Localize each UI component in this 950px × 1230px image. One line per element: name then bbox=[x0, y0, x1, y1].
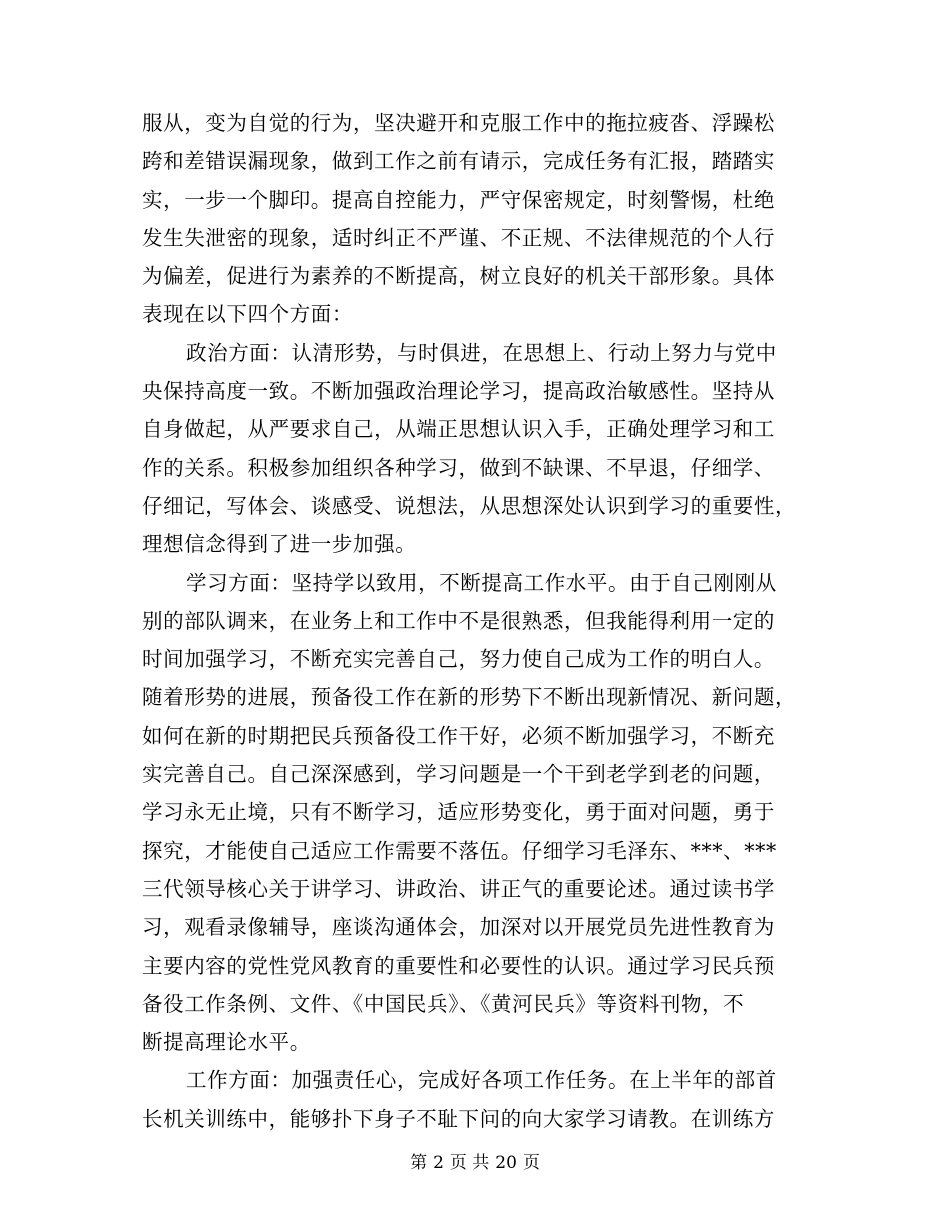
text-line: 理想信念得到了进一步加强。 bbox=[142, 532, 417, 557]
text-line: 服从，变为自觉的行为，坚决避开和克服工作中的拖拉疲沓、浮躁松 bbox=[142, 111, 775, 135]
text-line: 习，观看录像辅导，座谈沟通体会，加深对以开展党员先进性教育为 bbox=[142, 915, 775, 940]
text-line: 断提高理论水平。 bbox=[142, 1030, 311, 1055]
text-line: 表现在以下四个方面： bbox=[142, 302, 353, 327]
text-line: 主要内容的党性党风教育的重要性和必要性的认识。通过学习民兵预 bbox=[142, 953, 775, 978]
text-line: 为偏差，促进行为素养的不断提高，树立良好的机关干部形象。具体 bbox=[142, 264, 775, 289]
text-line: 学习方面：坚持学以致用，不断提高工作水平。由于自己刚刚从 bbox=[186, 570, 777, 595]
text-line: 如何在新的时期把民兵预备役工作干好，必须不断加强学习，不断充 bbox=[142, 723, 775, 748]
text-line: 政治方面：认清形势，与时俱进，在思想上、行动上努力与党中 bbox=[186, 340, 777, 365]
text-line: 随着形势的进展，预备役工作在新的形势下不断出现新情况、新问题， bbox=[142, 685, 797, 710]
text-line: 央保持高度一致。不断加强政治理论学习，提高政治敏感性。坚持从 bbox=[142, 379, 775, 404]
text-line: 仔细记，写体会、谈感受、说想法，从思想深处认识到学习的重要性， bbox=[142, 493, 797, 518]
text-line: 三代领导核心关于讲学习、讲政治、讲正气的重要论述。通过读书学 bbox=[142, 876, 775, 901]
text-line: 发生失泄密的现象，适时纠正不严谨、不正规、不法律规范的个人行 bbox=[142, 225, 775, 250]
text-line: 实，一步一个脚印。提高自控能力，严守保密规定，时刻警惕，杜绝 bbox=[142, 187, 775, 212]
text-line: 跨和差错误漏现象，做到工作之前有请示，完成任务有汇报，踏踏实 bbox=[142, 149, 775, 174]
text-line: 自身做起，从严要求自己，从端正思想认识入手，正确处理学习和工 bbox=[142, 417, 775, 442]
footer-middle: 页 共 bbox=[449, 1153, 490, 1173]
text-line: 学习永无止境，只有不断学习，适应形势变化，勇于面对问题，勇于 bbox=[142, 800, 775, 825]
footer-total-pages: 20 bbox=[495, 1153, 517, 1173]
footer-prefix: 第 bbox=[410, 1153, 428, 1173]
footer-page-number: 2 bbox=[433, 1153, 444, 1173]
text-line: 工作方面：加强责任心，完成好各项工作任务。在上半年的部首 bbox=[186, 1068, 777, 1093]
text-line: 别的部队调来，在业务上和工作中不是很熟悉，但我能得利用一定的 bbox=[142, 608, 775, 633]
text-line: 时间加强学习，不断充实完善自己，努力使自己成为工作的明白人。 bbox=[142, 647, 775, 672]
page-footer bbox=[0, 1153, 950, 1173]
text-line: 长机关训练中，能够扑下身子不耻下问的向大家学习请教。在训练方 bbox=[142, 1106, 775, 1131]
text-line: 作的关系。积极参加组织各种学习，做到不缺课、不早退，仔细学、 bbox=[142, 455, 775, 480]
text-line: 备役工作条例、文件、《中国民兵》、《黄河民兵》等资料刊物，不 bbox=[142, 991, 745, 1016]
body-text bbox=[142, 104, 812, 1138]
text-line: 探究，才能使自己适应工作需要不落伍。仔细学习毛泽东、***、*** bbox=[142, 838, 777, 863]
footer-suffix: 页 bbox=[522, 1153, 540, 1173]
text-line: 实完善自己。自己深深感到，学习问题是一个干到老学到老的问题， bbox=[142, 762, 775, 787]
